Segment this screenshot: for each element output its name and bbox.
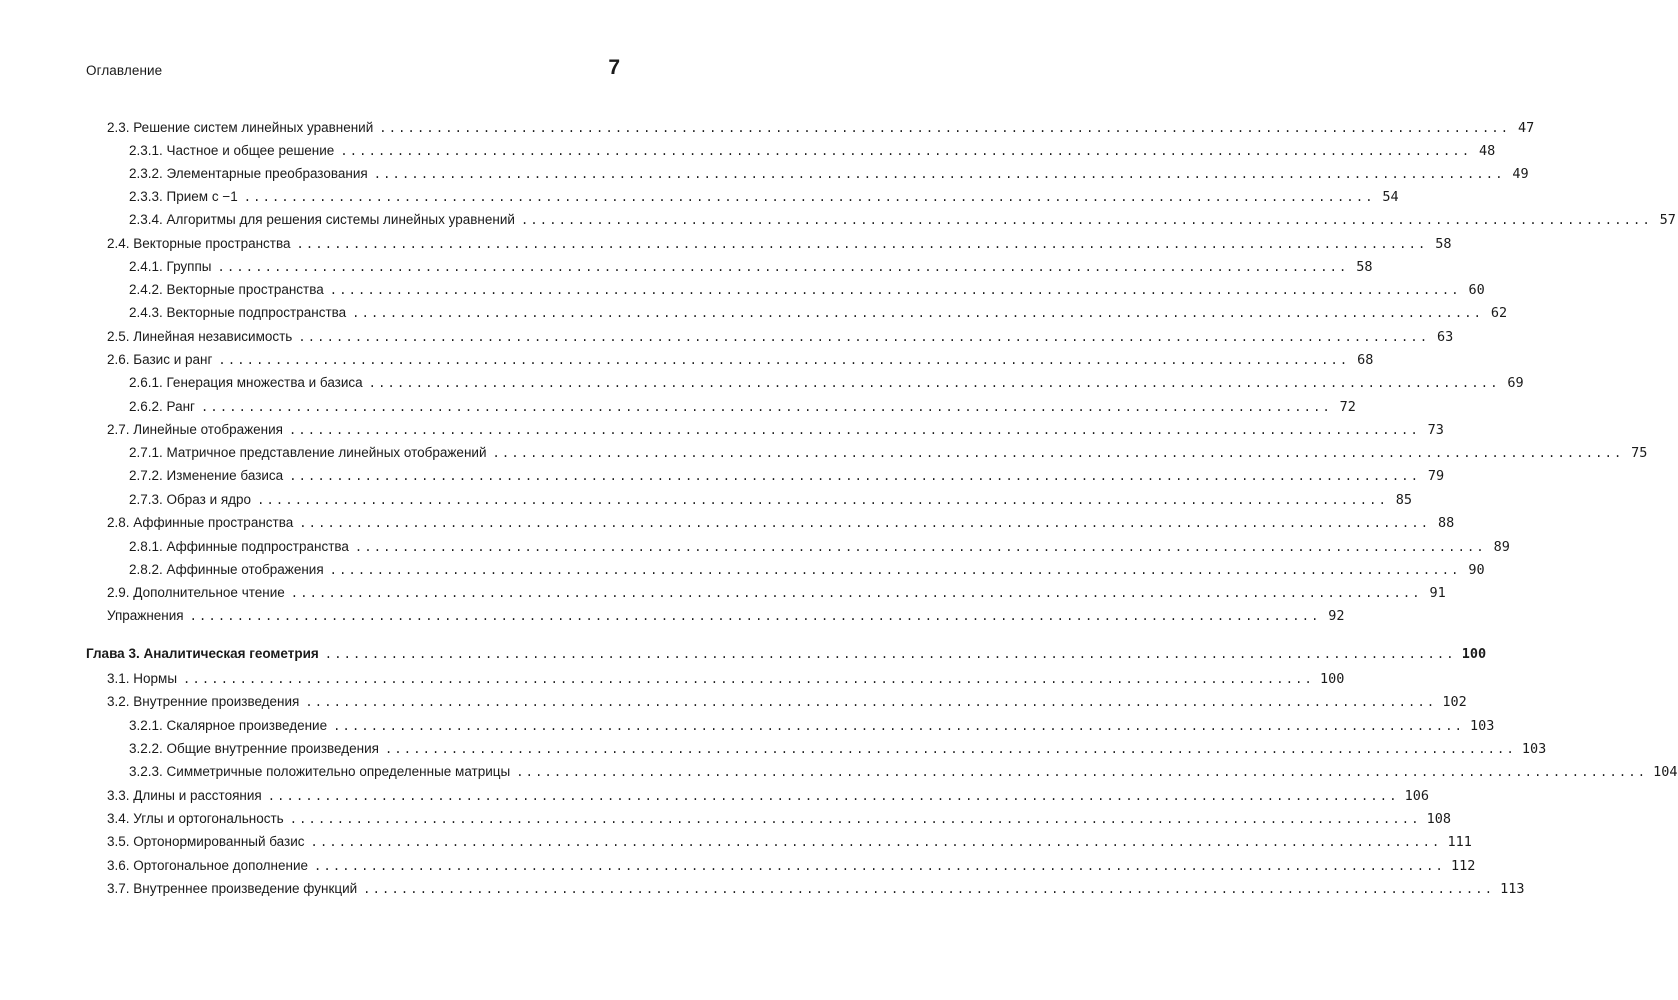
toc-leader-dots: ........................................................................................................................ [288, 423, 1420, 437]
running-header-title: Оглавление [86, 63, 163, 78]
toc-entry-page: 73 [1427, 422, 1444, 438]
toc-entry-section[interactable] [107, 786, 1430, 806]
toc-entry-subsection[interactable] [129, 210, 1676, 230]
toc-leader-dots: ........................................................................................................................ [492, 446, 1624, 460]
toc-entry-subsection[interactable] [129, 716, 1495, 736]
toc-entry-section[interactable] [107, 420, 1444, 440]
toc-entry-label: Глава 3. Аналитическая геометрия [86, 646, 319, 661]
toc-entry-page: 112 [1450, 858, 1476, 874]
toc-entry-subsection[interactable] [129, 164, 1529, 184]
toc-leader-dots: ........................................................................................................................ [289, 812, 1421, 826]
toc-leader-dots: ........................................................................................................................ [340, 144, 1472, 158]
toc-entry-label: 3.3. Длины и расстояния [107, 788, 262, 803]
toc-leader-dots: ........................................................................................................................ [329, 283, 1461, 297]
toc-entry-page: 68 [1357, 352, 1374, 368]
toc-leader-dots: ........................................................................................................................ [520, 213, 1652, 227]
toc-entry-page: 79 [1427, 468, 1445, 484]
toc-entry-label: 3.2.1. Скалярное произведение [129, 718, 328, 733]
toc-entry-label: 2.8.1. Аффинные подпространства [129, 539, 349, 554]
toc-entry-label: 2.3. Решение систем линейных уравнений [107, 120, 374, 135]
toc-entry-page: 89 [1493, 539, 1510, 555]
toc-entry-page: 104 [1653, 764, 1678, 780]
toc-entry-section[interactable] [107, 879, 1525, 899]
toc-leader-dots: ........................................................................................................................ [352, 306, 1484, 320]
toc-entry-page: 62 [1490, 305, 1508, 321]
toc-entry-label: 3.4. Углы и ортогональность [107, 811, 284, 826]
toc-entry-subsection[interactable] [129, 466, 1445, 486]
toc-entry-section[interactable] [107, 583, 1446, 603]
running-header-page-number: 7 [608, 56, 620, 79]
toc-leader-dots: ........................................................................................................................ [218, 353, 1350, 367]
toc-leader-dots: ........................................................................................................................ [189, 609, 1321, 623]
toc-entry-section[interactable] [107, 350, 1374, 370]
toc-leader-dots: ........................................................................................................................ [257, 493, 1389, 507]
toc-entry-subsection[interactable] [129, 762, 1678, 782]
toc-entry-label: 2.3.4. Алгоритмы для решения системы линейных уравнений [129, 212, 515, 227]
toc-entry-label: 2.6. Базис и ранг [107, 352, 213, 367]
toc-entry-page: 88 [1437, 515, 1455, 531]
toc-leader-dots: ........................................................................................................................ [373, 167, 1505, 181]
toc-entry-section[interactable] [107, 856, 1476, 876]
toc-leader-dots: ........................................................................................................................ [354, 540, 1486, 554]
toc-entry-subsection[interactable] [129, 443, 1648, 463]
toc-entry-label: 3.2.2. Общие внутренние произведения [129, 741, 379, 756]
toc-leader-dots: ........................................................................................................................ [384, 742, 1516, 756]
toc-entry-section[interactable] [107, 832, 1472, 852]
toc-entry-label: 2.9. Дополнительное чтение [107, 585, 285, 600]
toc-entry-label: 2.3.3. Прием с −1 [129, 189, 238, 204]
toc-entry-label: 2.5. Линейная независимость [107, 329, 293, 344]
toc-leader-dots: ........................................................................................................................ [200, 400, 1332, 414]
toc-entry-page: 108 [1426, 811, 1452, 827]
toc-entry-label: 3.2. Внутренние произведения [107, 694, 300, 709]
toc-entry-page: 106 [1404, 788, 1430, 804]
toc-leader-dots: ........................................................................................................................ [324, 647, 1456, 661]
toc-entry-page: 49 [1512, 166, 1529, 182]
toc-entry-page: 100 [1319, 671, 1345, 687]
toc-entry-subsection[interactable] [129, 187, 1399, 207]
toc-entry-subsection[interactable] [129, 141, 1496, 161]
toc-leader-dots: ........................................................................................................................ [243, 190, 1375, 204]
toc-leader-dots: ........................................................................................................................ [183, 672, 1314, 686]
toc-leader-dots: ........................................................................................................................ [314, 859, 1445, 873]
toc-entry-section[interactable] [107, 669, 1345, 689]
toc-entry-page: 63 [1437, 329, 1454, 345]
toc-entry-section[interactable] [107, 809, 1452, 829]
toc-entry-label: 2.4.2. Векторные пространства [129, 282, 324, 297]
toc-entry-label: 3.5. Ортонормированный базис [107, 834, 305, 849]
toc-leader-dots: ........................................................................................................................ [296, 237, 1428, 251]
toc-entry-label: 2.7.3. Образ и ядро [129, 492, 252, 507]
toc-leader-dots: ........................................................................................................................ [305, 695, 1437, 709]
toc-entry-subsection[interactable] [129, 397, 1356, 417]
toc-entry-page: 69 [1507, 375, 1524, 391]
toc-entry-page: 92 [1328, 608, 1345, 624]
toc-leader-dots: ........................................................................................................................ [379, 121, 1511, 135]
toc-leader-dots: ........................................................................................................................ [329, 563, 1461, 577]
toc-leader-dots: ........................................................................................................................ [516, 765, 1648, 779]
toc-entry-label: Упражнения [107, 608, 184, 623]
toc-entry-subsection[interactable] [129, 739, 1547, 759]
toc-entry-section[interactable] [107, 234, 1452, 254]
toc-entry-section[interactable] [107, 118, 1535, 138]
toc-leader-dots: ........................................................................................................................ [289, 469, 1421, 483]
toc-entry-label: 2.7. Линейные отображения [107, 422, 283, 437]
toc-leader-dots: ........................................................................................................................ [267, 789, 1399, 803]
toc-leader-dots: ........................................................................................................................ [217, 260, 1349, 274]
toc-entry-subsection[interactable] [129, 373, 1524, 393]
toc-entry-exercises[interactable] [107, 606, 1345, 626]
toc-leader-dots: ........................................................................................................................ [368, 376, 1500, 390]
toc-entry-chapter[interactable] [86, 644, 1487, 664]
toc-leader-dots: ........................................................................................................................ [333, 719, 1465, 733]
toc-entry-page: 72 [1339, 399, 1356, 415]
toc-entry-subsection[interactable] [129, 537, 1510, 557]
toc-entry-subsection[interactable] [129, 560, 1485, 580]
toc-leader-dots: ........................................................................................................................ [363, 882, 1495, 896]
toc-entry-label: 3.2.3. Симметричные положительно определенные матрицы [129, 764, 511, 779]
toc-entry-page: 90 [1468, 562, 1485, 578]
toc-entry-label: 2.7.2. Изменение базиса [129, 468, 284, 483]
toc-entry-label: 2.8.2. Аффинные отображения [129, 562, 324, 577]
toc-leader-dots: ........................................................................................................................ [290, 586, 1422, 600]
toc-entry-label: 2.6.2. Ранг [129, 399, 195, 414]
toc-entry-page: 75 [1631, 445, 1648, 461]
toc-entry-page: 111 [1447, 834, 1472, 850]
toc-entry-label: 2.3.2. Элементарные преобразования [129, 166, 368, 181]
toc-entry-label: 2.4.1. Группы [129, 259, 212, 274]
toc-leader-dots: ........................................................................................................................ [298, 330, 1430, 344]
toc-entry-page: 48 [1479, 143, 1496, 159]
toc-entry-page: 85 [1395, 492, 1413, 508]
toc-entry-page: 58 [1435, 236, 1452, 252]
toc-entry-page: 103 [1521, 741, 1547, 757]
toc-entry-label: 3.6. Ортогональное дополнение [107, 858, 309, 873]
toc-entry-page: 91 [1429, 585, 1446, 601]
toc-entry-label: 2.7.1. Матричное представление линейных отображений [129, 445, 487, 460]
toc-entry-page: 103 [1470, 718, 1495, 734]
toc-entry-section[interactable] [107, 327, 1454, 347]
toc-entry-label: 2.8. Аффинные пространства [107, 515, 294, 530]
toc-entry-subsection[interactable] [129, 257, 1373, 277]
toc-entry-label: 2.4.3. Векторные подпространства [129, 305, 347, 320]
toc-entry-page: 100 [1461, 646, 1487, 662]
toc-entry-label: 2.6.1. Генерация множества и базиса [129, 375, 363, 390]
toc-entry-page: 47 [1517, 120, 1535, 136]
toc-entry-section[interactable] [107, 513, 1455, 533]
toc-entry-label: 3.7. Внутреннее произведение функций [107, 881, 358, 896]
toc-leader-dots: ........................................................................................................................ [299, 516, 1431, 530]
toc-entry-label: 3.1. Нормы [107, 671, 178, 686]
toc-entry-label: 2.3.1. Частное и общее решение [129, 143, 335, 158]
toc-leader-dots: ........................................................................................................................ [310, 835, 1442, 849]
toc-entry-page: 57 [1659, 212, 1676, 228]
toc-entry-section[interactable] [107, 692, 1467, 712]
toc-entry-label: 2.4. Векторные пространства [107, 236, 291, 251]
toc-entry-page: 54 [1382, 189, 1399, 205]
toc-entry-page: 58 [1356, 259, 1373, 275]
toc-entry-page: 60 [1468, 282, 1485, 298]
toc-entry-subsection[interactable] [129, 490, 1413, 510]
toc-entry-subsection[interactable] [129, 303, 1508, 323]
toc-entry-page: 113 [1500, 881, 1525, 897]
toc-entry-subsection[interactable] [129, 280, 1485, 300]
toc-entry-page: 102 [1442, 694, 1467, 710]
